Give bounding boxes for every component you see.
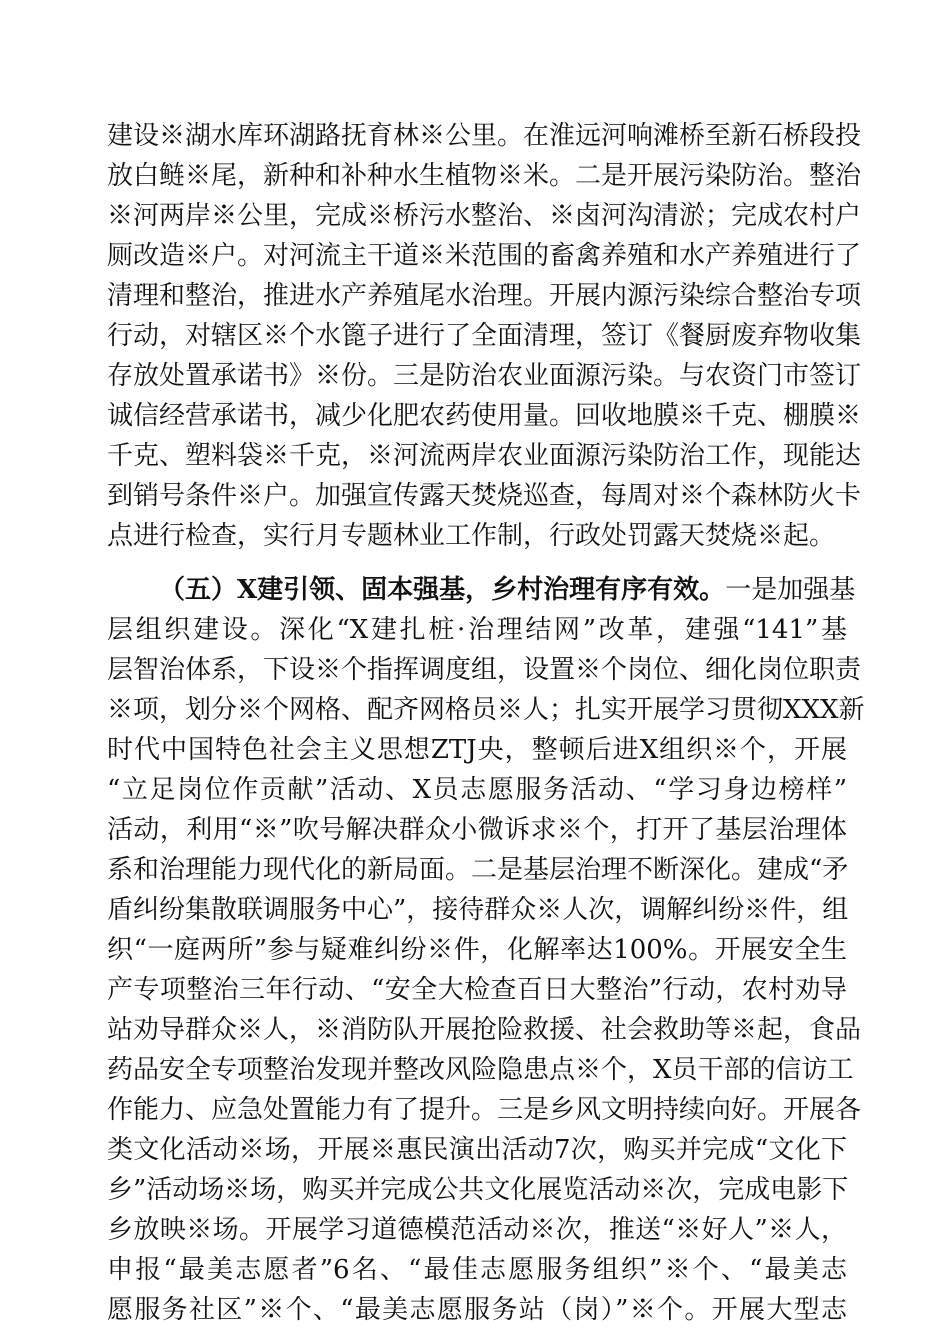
text-line: 乡放映※场。开展学习道德模范活动※次，推送“※好人”※人， xyxy=(107,1215,847,1245)
text-line: 类文化活动※场，开展※惠民演出活动7次，购买并完成“文化下 xyxy=(107,1135,847,1165)
text-line: 盾纠纷集散联调服务中心”，接待群众※人次，调解纠纷※件，组 xyxy=(107,895,849,925)
text-line: 厕改造※户。对河流主干道※米范围的畜禽养殖和水产养殖进行了 xyxy=(107,241,862,271)
text-line: 千克、塑料袋※千克，※河流两岸农业面源污染防治工作，现能达 xyxy=(107,441,862,471)
text-line: ※河两岸※公里，完成※桥污水整治、※卤河沟清淤；完成农村户 xyxy=(107,201,862,231)
text-line: 点进行检查，实行月专题林业工作制，行政处罚露天焚烧※起。 xyxy=(107,521,836,551)
text-line: 作能力、应急处置能力有了提升。三是乡风文明持续向好。开展各 xyxy=(107,1095,862,1125)
text-line: 诚信经营承诺书，减少化肥农药使用量。回收地膜※千克、棚膜※ xyxy=(107,401,862,431)
text-line: 系和治理能力现代化的新局面。二是基层治理不断深化。建成“矛 xyxy=(107,855,849,885)
text-line: 药品安全专项整治发现并整改风险隐患点※个，X员干部的信访工 xyxy=(107,1055,854,1085)
text-line: 存放处置承诺书》※份。三是防治农业面源污染。与农资门市签订 xyxy=(107,361,862,391)
text-line: “立足岗位作贡献”活动、X员志愿服务活动、“学习身边榜样” xyxy=(107,775,847,805)
text-line: 乡”活动场※场，购买并完成公共文化展览活动※次，完成电影下 xyxy=(107,1175,849,1205)
text-line: 清理和整治，推进水产养殖尾水治理。开展内源污染综合整治专项 xyxy=(107,281,862,311)
text-line: 时代中国特色社会主义思想ZTJ央，整顿后进X组织※个，开展 xyxy=(107,735,847,765)
text-line: 层智治体系，下设※个指挥调度组，设置※个岗位、细化岗位职责 xyxy=(107,655,862,685)
heading-line-rest: 一是加强基 xyxy=(725,575,856,605)
section-heading: （五）X建引领、固本强基，乡村治理有序有效。 xyxy=(159,575,726,605)
text-line: 层组织建设。深化“X建扎桩·治理结网”改革，建强“141”基 xyxy=(107,615,847,645)
text-line: ※项，划分※个网格、配齐网格员※人；扎实开展学习贯彻XXX新 xyxy=(107,695,865,725)
text-line: 建设※湖水库环湖路抚育林※公里。在淮远河响滩桥至新石桥段投 xyxy=(107,121,862,151)
text-line: 到销号条件※户。加强宣传露天焚烧巡查，每周对※个森林防火卡 xyxy=(107,481,862,511)
text-line: 站劝导群众※人，※消防队开展抢险救援、社会救助等※起，食品 xyxy=(107,1015,862,1045)
text-line: 产专项整治三年行动、“安全大检查百日大整治”行动，农村劝导 xyxy=(107,975,847,1005)
section-heading-line xyxy=(159,570,856,610)
text-line: 织“一庭两所”参与疑难纠纷※件，化解率达100%。开展安全生 xyxy=(107,935,847,965)
text-line: 愿服务社区”※个、“最美志愿服务站（岗）”※个。开展大型志 xyxy=(107,1295,847,1325)
text-line: 放白鲢※尾，新种和补种水生植物※米。二是开展污染防治。整治 xyxy=(107,161,862,191)
text-line: 行动，对辖区※个水篦子进行了全面清理，签订《餐厨废弃物收集 xyxy=(107,321,862,351)
text-line: 申报“最美志愿者”6名、“最佳志愿服务组织”※个、“最美志 xyxy=(107,1255,847,1285)
text-line: 活动，利用“※”吹号解决群众小微诉求※个，打开了基层治理体 xyxy=(107,815,847,845)
